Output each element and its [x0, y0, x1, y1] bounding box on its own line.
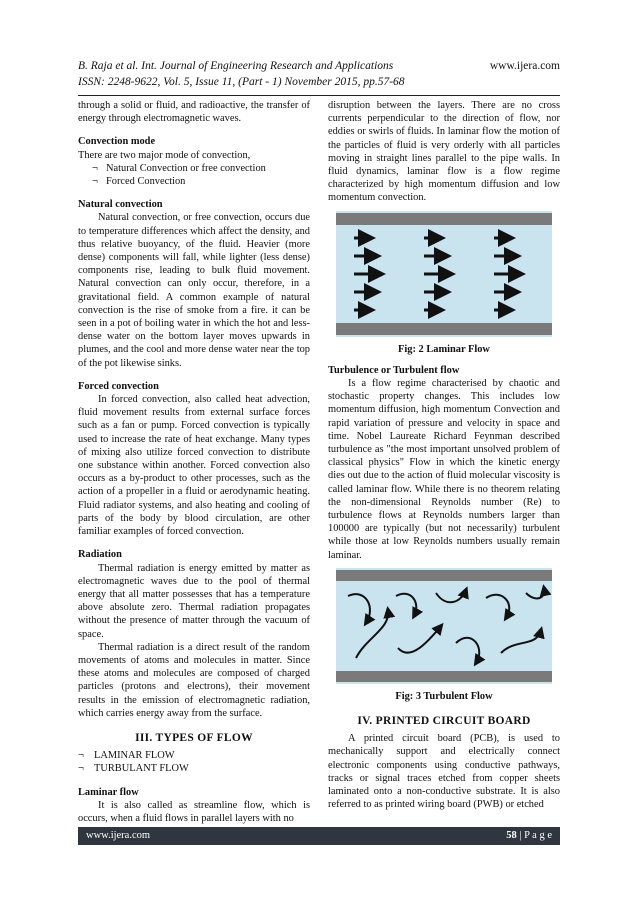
bullet-icon: ¬ [78, 750, 84, 762]
heading-turbulent-flow: Turbulence or Turbulent flow [328, 364, 460, 376]
bullet-icon: ¬ [92, 162, 98, 174]
header-rule [78, 95, 560, 96]
laminar-flow-continued: disruption between the layers. There are no cross currents perpendicular to the direction of flow, nor eddies or swirls of fluids. In laminar flow the motion of the particles of fluid is very orderly with all particles moving in straight lines parallel to the pipe walls. In fluid dynamics, laminar flow is a flow regime characterized by high momentum diffusion and low momentum convection. [328, 100, 560, 204]
page-footer [78, 827, 560, 845]
heading-natural-convection: Natural convection [78, 199, 163, 211]
right-column [328, 99, 560, 812]
figure-2-caption: Fig: 2 Laminar Flow [398, 343, 490, 355]
section-heading-pcb: IV. PRINTED CIRCUIT BOARD [357, 715, 531, 728]
list-item: ¬ Natural Convection or free convection [92, 162, 266, 174]
bullet-icon: ¬ [92, 176, 98, 188]
turbulent-flow-paragraph: Is a flow regime characterised by chaotic and stochastic property changes. This includes low momentum diffusion, high momentum Convection and rapid variation of pressure and velocity in space and time. Nobel Laureate Richard Feynman described turbulence as "the most important unsolved problem of classical physics" Flow in which the kinetic energy dies out due to the action of fluid molecular viscosity is called laminar flow. While there is no theorem relating the non-dimensional Reynolds number (Re) to turbulence flows at Reynolds numbers larger than 100000 are typically (but not necessarily) turbulent while those at low Reynolds numbers usually remain laminar. [328, 378, 560, 561]
heading-radiation: Radiation [78, 549, 122, 561]
natural-convection-paragraph: Natural convection, or free convection, occurs due to temperature differences which affect the density, and thus relative buoyancy, of the fluid. Heavier (more dense) components will fall, while lighter (less dense) components rise, leading to bulk fluid movement. Natural convection can only occur, therefore, in a gravitational field. A common example of natural convection is the rise of smoke from a fire. it can be seen in a pot of boiling water in which the hot and less-dense water on the bottom layer moves upwards in plumes, and the cool and more dense water near the top of the pot likewise sinks. [78, 212, 310, 369]
bullet-icon: ¬ [78, 763, 84, 775]
intro-paragraph: through a solid or fluid, and radioactive, the transfer of energy through electromagnetic waves. [78, 100, 310, 125]
page-number: 58 | P a g e [506, 830, 552, 841]
left-column [78, 99, 310, 825]
pipe-wall-top [336, 570, 552, 581]
pipe-wall-bottom [336, 323, 552, 335]
footer-url[interactable]: www.ijera.com [86, 830, 151, 841]
section-heading-types-of-flow: III. TYPES OF FLOW [135, 731, 253, 744]
heading-forced-convection: Forced convection [78, 380, 159, 392]
convection-intro: There are two major mode of convection, [78, 149, 251, 161]
list-item: ¬ TURBULANT FLOW [78, 763, 189, 775]
laminar-flow-figure [336, 211, 552, 337]
heading-convection-mode: Convection mode [78, 136, 156, 148]
journal-url[interactable]: www.ijera.com [489, 60, 560, 72]
journal-title: B. Raja et al. Int. Journal of Engineering Research and Applications [78, 60, 394, 72]
turbulent-flow-figure [336, 568, 552, 684]
radiation-paragraph-1: Thermal radiation is energy emitted by matter as electromagnetic waves due to the pool of thermal energy that all matter possesses that has a temperature above absolute zero. Thermal radiation propagates without the presence of matter through the vacuum of space. [78, 562, 310, 640]
list-item: ¬ LAMINAR FLOW [78, 750, 175, 762]
figure-3-caption: Fig: 3 Turbulent Flow [395, 690, 493, 702]
pipe-wall-top [336, 213, 552, 225]
forced-convection-paragraph: In forced convection, also called heat advection, fluid movement results from external surface forces such as a fan or pump. Forced convection is typically used to increase the rate of heat exchange. Many types of mixing also utilize forced convection to distribute one substance within another. Forced convection also occurs as a by-product to other processes, such as the action of a propeller in a fluid or aerodynamic heating. Fluid radiator systems, and also heating and cooling of parts of the body by blood circulation, are other familiar examples of forced convection. [78, 394, 310, 538]
laminar-flow-paragraph: It is also called as streamline flow, which is occurs, when a fluid flows in parallel layers with no [78, 799, 310, 824]
list-item: ¬ Forced Convection [92, 176, 186, 188]
issn-line: ISSN: 2248-9622, Vol. 5, Issue 11, (Part - 1) November 2015, pp.57-68 [78, 76, 405, 88]
fluid-region [336, 568, 552, 684]
pcb-paragraph: A printed circuit board (PCB), is used to mechanically support and electrically connect electronic components using conductive pathways, tracks or signal traces etched from copper sheets laminated onto a non-conductive substrate. It is also referred to as printed wiring board (PWB) or etched [328, 733, 560, 811]
running-header [78, 58, 560, 90]
pipe-wall-bottom [336, 671, 552, 682]
radiation-paragraph-2: Thermal radiation is a direct result of the random movements of atoms and molecules in matter. Since these atoms and molecules are composed of charged particles (protons and electrons), their movement results in the emission of electromagnetic radiation, which carries energy away from the surface. [78, 641, 310, 719]
heading-laminar-flow: Laminar flow [78, 786, 139, 798]
